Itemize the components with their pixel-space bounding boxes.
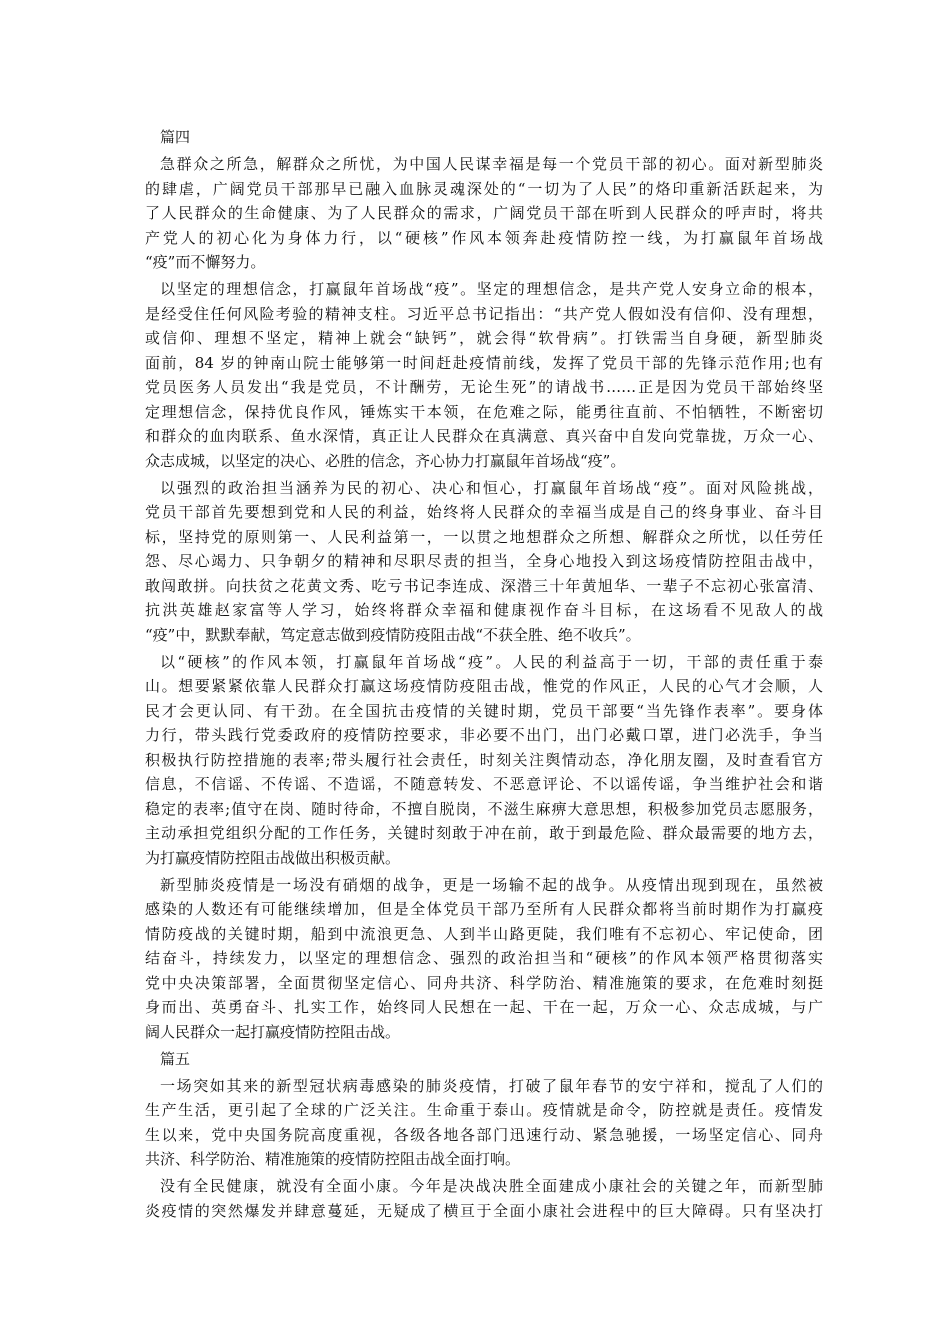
- paragraph: [145, 650, 823, 871]
- paragraph: [145, 277, 823, 473]
- text-line: 稳定的表率;值守在岗、随时待命，不擅自脱岗，不滋生麻痹大意思想，积极参加党员志愿服务，: [145, 799, 823, 818]
- text-line: 是经受住任何风险考验的精神支柱。习近平总书记指出：“共产党人假如没有信仰、没有理想，: [145, 304, 823, 323]
- text-line: 积极执行防控措施的表率;带头履行社会责任，时刻关注舆情动态，净化朋友圈，及时查看官方: [145, 750, 823, 769]
- text-line: 党员干部首先要想到党和人民的利益，始终将人民群众的幸福当成是自己的终身事业、奋斗目: [145, 503, 823, 521]
- text-line: 一场突如其来的新型冠状病毒感染的肺炎疫情，打破了鼠年春节的安宁祥和，搅乱了人们的: [160, 1076, 823, 1095]
- text-line: 民才会更认同、有干劲。在全国抗击疫情的关键时期，党员干部要“当先锋作表率”。要身体: [145, 701, 823, 720]
- text-line: 结奋斗，持续发力，以坚定的理想信念、强烈的政治担当和“硬核”的作风本领严格贯彻落实: [145, 949, 823, 967]
- text-line: 以“硬核”的作风本领，打赢鼠年首场战“疫”。人民的利益高于一切，干部的责任重于泰: [160, 652, 823, 671]
- text-line: 没有全民健康，就没有全面小康。今年是决战决胜全面建成小康社会的关键之年，而新型肺: [160, 1177, 823, 1195]
- text-line: 党员医务人员发出“我是党员，不计酬劳，无论生死”的请战书……正是因为党员干部始终坚: [145, 378, 823, 396]
- heading-text: 篇四: [160, 128, 191, 146]
- heading-text: 篇五: [160, 1049, 191, 1068]
- paragraph: [145, 873, 823, 1045]
- text-line: 主动承担党组织分配的工作任务，关键时刻敢于冲在前，敢于到最危险、群众最需要的地方去，: [145, 824, 823, 842]
- text-line: 敢闯敢拼。向扶贫之花黄文秀、吃亏书记李连成、深潜三十年黄旭华、一辈子不忘初心张富清、: [145, 576, 823, 595]
- text-line: 抗洪英雄赵家富等人学习，始终将群众幸福和健康视作奋斗目标，在这场看不见敌人的战: [145, 601, 823, 619]
- text-line: 以坚定的理想信念，打赢鼠年首场战“疫”。坚定的理想信念，是共产党人安身立命的根本，: [160, 280, 823, 298]
- text-line: 生产生活，更引起了全球的广泛关注。生命重于泰山。疫情就是命令，防控就是责任。疫情发: [145, 1101, 823, 1119]
- text-line: 情防疫战的关键时期，船到中流浪更急、人到半山路更陡，我们唯有不忘初心、牢记使命，团: [145, 924, 823, 943]
- text-line: 信息，不信谣、不传谣、不造谣，不随意转发、不恶意评论、不以谣传谣，争当维护社会和谐: [145, 775, 823, 793]
- text-line: 生以来，党中央国务院高度重视，各级各地各部门迅速行动、紧急驰援，一场坚定信心、同舟: [145, 1125, 823, 1144]
- text-line: 力行，带头践行党委政府的疫情防控要求，非必要不出门，出门必戴口罩，进门必洗手，争当: [145, 726, 823, 744]
- section-heading: [145, 125, 823, 150]
- text-line: 感染的人数还有可能继续增加，但是全体党员干部乃至所有人民群众都将当前时期作为打赢疫: [145, 900, 823, 918]
- text-line: 为打赢疫情防控阻击战做出积极贡献。: [145, 848, 401, 867]
- text-line: 众志成城，以坚定的决心、必胜的信念，齐心协力打赢鼠年首场战“疫”。: [145, 451, 626, 470]
- text-line: 了人民群众的生命健康、为了人民群众的需求，广阔党员干部在听到人民群众的呼声时，将共: [145, 204, 823, 222]
- paragraph: [145, 152, 823, 275]
- text-line: 怨、尽心竭力、只争朝夕的精神和尽职尽责的担当，全身心地投入到这场疫情防控阻击战中，: [145, 552, 823, 570]
- text-line: 面前，84 岁的钟南山院士能够第一时间赶赴疫情前线，发挥了党员干部的先锋示范作用;也有: [145, 353, 823, 372]
- text-line: 的肆虐，广阔党员干部那早已融入血脉灵魂深处的“一切为了人民”的烙印重新活跃起来，为: [145, 179, 823, 198]
- text-line: 身而出、英勇奋斗、扎实工作，始终同人民想在一起、干在一起，万众一心、众志成城，与广: [145, 998, 823, 1016]
- text-line: 炎疫情的突然爆发并肆意蔓延，无疑成了横亘于全面小康社会进程中的巨大障碍。只有坚决打: [145, 1201, 823, 1220]
- text-line: 阔人民群众一起打赢疫情防控阻击战。: [145, 1022, 401, 1041]
- paragraph: [145, 476, 823, 648]
- text-line: 新型肺炎疫情是一场没有硝烟的战争，更是一场输不起的战争。从疫情出现到现在，虽然被: [160, 875, 823, 894]
- text-line: “疫”而不懈努力。: [145, 253, 266, 271]
- text-line: 以强烈的政治担当涵养为民的初心、决心和恒心，打赢鼠年首场战“疫”。面对风险挑战，: [160, 478, 823, 497]
- text-line: 急群众之所急，解群众之所忧，为中国人民谋幸福是每一个党员干部的初心。面对新型肺炎: [160, 155, 823, 173]
- text-line: 共济、科学防治、精准施策的疫情防控阻击战全面打响。: [145, 1150, 521, 1168]
- text-line: 或信仰、理想不坚定，精神上就会“缺钙”，就会得“软骨病”。打铁需当自身硬，新型肺炎: [145, 329, 823, 347]
- text-line: “疫”中，默默奉献，笃定意志做到疫情防疫阻击战“不获全胜、绝不收兵”。: [145, 625, 641, 644]
- text-line: 和群众的血肉联系、鱼水深情，真正让人民群众在真满意、真兴奋中自发向党靠拢，万众一心、: [145, 427, 823, 445]
- paragraph: [145, 1174, 823, 1223]
- text-line: 党中央决策部署，全面贯彻坚定信心、同舟共济、科学防治、精准施策的要求，在危难时刻挺: [145, 973, 823, 992]
- text-line: 产党人的初心化为身体力行，以“硬核”作风本领奔赴疫情防控一线，为打赢鼠年首场战: [145, 228, 823, 247]
- section-heading: [145, 1047, 823, 1072]
- text-line: 标，坚持党的原则第一、人民利益第一，一以贯之地想群众之所想、解群众之所忧，以任劳任: [145, 527, 823, 546]
- text-line: 定理想信念，保持优良作风，锤炼实干本领，在危难之际，能勇往直前、不怕牺牲，不断密切: [145, 402, 823, 421]
- text-line: 山。想要紧紧依靠人民群众打赢这场疫情防疫阻击战，惟党的作风正，人民的心气才会顺，人: [145, 677, 823, 695]
- paragraph: [145, 1074, 823, 1172]
- document-body: [145, 125, 823, 1223]
